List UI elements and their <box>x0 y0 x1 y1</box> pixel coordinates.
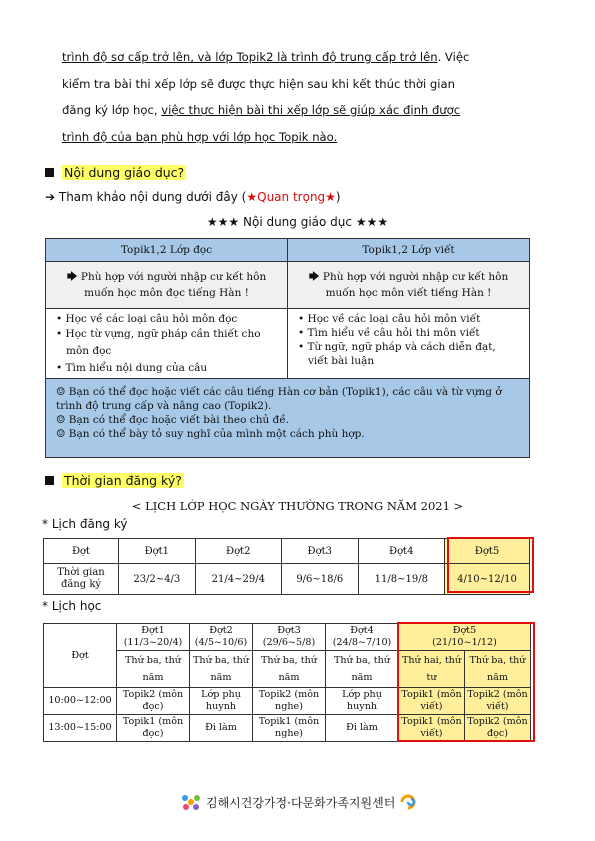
square-bullet-icon <box>45 476 54 485</box>
sch-day-cell: Thứ ba, thứ năm <box>465 651 531 688</box>
batch-name: Đợt2 <box>209 625 233 636</box>
fit-writing-text: 🡆 Phù hợp với người nhập cư kết hôn muốn học môn viết tiếng Hàn ! <box>308 271 509 299</box>
note-line: ☺ Bạn có thể đọc hoặc viết các câu tiếng Hàn cơ bản (Topik1), các câu và từ vựng ở trình độ trung cấp và nâng cao (Topik2). <box>56 386 502 412</box>
fit-reading-text: 🡆 Phù hợp với người nhập cư kết hôn muốn học môn đọc tiếng Hàn ! <box>66 271 267 299</box>
swirl-logo-icon <box>399 794 417 810</box>
reading-items-list <box>52 312 281 376</box>
list-item: • Học về các loại câu hỏi môn đọc <box>56 313 238 325</box>
intro-line1-rest: . Việc <box>437 50 470 64</box>
reg-header-cell: Đợt3 <box>281 539 358 564</box>
list-item: • Từ ngữ, ngữ pháp và cách diễn đạt, viết bài luận <box>298 341 496 367</box>
intro-line3-plain: đăng ký lớp học, <box>62 103 162 117</box>
batch-name: Đợt4 <box>350 625 374 636</box>
section-heading-content <box>45 165 186 180</box>
sch-header-label: Đợt <box>44 624 117 688</box>
schedule-title-text: < LỊCH LỚP HỌC NGÀY THƯỜNG TRONG NĂM 2021 > <box>131 499 464 513</box>
list-item: • Tìm hiểu nội dung của câu <box>56 362 208 374</box>
intro-line3-underlined: việc thực hiện bài thi xếp lớp sẽ giúp xác định được <box>161 103 461 117</box>
sch-day-cell: Thứ ba, thứ năm <box>253 651 326 688</box>
intro-line2: kiểm tra bài thi xếp lớp sẽ được thực hiện sau khi kết thúc thời gian <box>62 76 455 91</box>
list-item: • Tìm hiểu về câu hỏi thi môn viết <box>298 327 480 339</box>
writing-items-list <box>294 312 523 368</box>
sch-time-cell: 13:00~15:00 <box>44 715 117 742</box>
reg-row-label: Thời gian đăng ký <box>44 564 119 595</box>
reg-date-cell: 11/8~19/8 <box>358 564 444 595</box>
footer-logo <box>180 792 417 812</box>
batch-range: (24/8~7/10) <box>332 637 392 648</box>
sch-class-cell: Lớp phụ huynh <box>326 688 399 715</box>
sch-class-cell: Topik2 (môn viết) <box>465 688 531 715</box>
sch-day-cell: Thứ ba, thứ năm <box>117 651 190 688</box>
center-name: 김해시건강가정·다문화가족지원센터 <box>206 795 396 810</box>
reg-date-cell: 23/2~4/3 <box>119 564 196 595</box>
reg-header-cell: Đợt2 <box>195 539 281 564</box>
batch-range: (29/6~5/8) <box>262 637 316 648</box>
reg-header-cell: Đợt4 <box>358 539 444 564</box>
section-title-time: Thời gian đăng ký? <box>64 473 182 488</box>
section-title-content: Nội dung giáo dục? <box>64 165 185 180</box>
class-schedule-table <box>43 623 531 742</box>
batch-range: (11/3~20/4) <box>123 637 183 648</box>
reg-header-cell: Đợt5 <box>445 539 530 564</box>
intro-paragraph <box>62 44 552 150</box>
section-heading-time <box>45 473 184 488</box>
note-line: ☺ Bạn có thể đọc hoặc viết bài theo chủ đề. <box>56 414 290 426</box>
batch-range: (21/10~1/12) <box>432 637 497 648</box>
col-reading-class: Topik1,2 Lớp đọc <box>46 239 288 262</box>
sch-day-cell: Thứ hai, thứ tư <box>399 651 465 688</box>
registration-label: * Lịch đăng ký <box>42 517 128 531</box>
sch-day-cell: Thứ ba, thứ năm <box>190 651 253 688</box>
note-line: ☺ Bạn có thể bày tỏ suy nghĩ của mình một cách phù hợp. <box>56 428 365 440</box>
square-bullet-icon <box>45 168 54 177</box>
sch-time-cell: 10:00~12:00 <box>44 688 117 715</box>
sch-class-cell: Topik2 (môn đọc) <box>117 688 190 715</box>
reg-date-cell: 4/10~12/10 <box>445 564 530 595</box>
sch-day-cell: Thứ ba, thứ năm <box>326 651 399 688</box>
education-content-table <box>45 238 530 458</box>
sch-class-cell: Topik1 (môn viết) <box>399 688 465 715</box>
content-table-title-text: ★★★ Nội dung giáo dục ★★★ <box>206 215 389 229</box>
reference-line <box>45 190 341 204</box>
batch-name: Đợt3 <box>277 625 301 636</box>
batch-range: (4/5~10/6) <box>194 637 248 648</box>
content-table-title <box>0 215 595 229</box>
sch-class-cell: Topik2 (môn đọc) <box>465 715 531 742</box>
reg-date-cell: 21/4~29/4 <box>195 564 281 595</box>
sch-class-cell: Lớp phụ huynh <box>190 688 253 715</box>
sch-class-cell: Topik1 (môn viết) <box>399 715 465 742</box>
reg-date-cell: 9/6~18/6 <box>281 564 358 595</box>
registration-table <box>43 538 530 595</box>
sch-class-cell: Topik2 (môn nghe) <box>253 688 326 715</box>
batch-name: Đợt1 <box>141 625 165 636</box>
reference-suffix: ) <box>335 190 341 204</box>
schedule-title <box>0 499 595 513</box>
center-logo-icon <box>180 792 202 812</box>
intro-line4: trình độ của bạn phù hợp với lớp học Topik nào. <box>62 129 338 144</box>
important-label: ★Quan trọng★ <box>246 190 336 204</box>
sch-class-cell: Topik1 (môn đọc) <box>117 715 190 742</box>
reference-prefix: ➔ Tham khảo nội dung dưới đây ( <box>45 190 247 204</box>
class-schedule-label: * Lịch học <box>42 599 102 613</box>
list-item: • Học về các loại câu hỏi môn viết <box>298 313 481 325</box>
batch-name: Đợt5 <box>452 625 477 636</box>
sch-class-cell: Topik1 (môn nghe) <box>253 715 326 742</box>
sch-class-cell: Đi làm <box>326 715 399 742</box>
col-writing-class: Topik1,2 Lớp viết <box>288 239 530 262</box>
reg-header-cell: Đợt <box>44 539 119 564</box>
intro-line1-underlined: trình độ sơ cấp trở lên, và lớp Topik2 là trình độ trung cấp trở lên <box>62 50 438 64</box>
sch-class-cell: Đi làm <box>190 715 253 742</box>
list-item: • Học từ vựng, ngữ pháp cần thiết cho môn đọc <box>56 328 261 357</box>
reg-header-cell: Đợt1 <box>119 539 196 564</box>
